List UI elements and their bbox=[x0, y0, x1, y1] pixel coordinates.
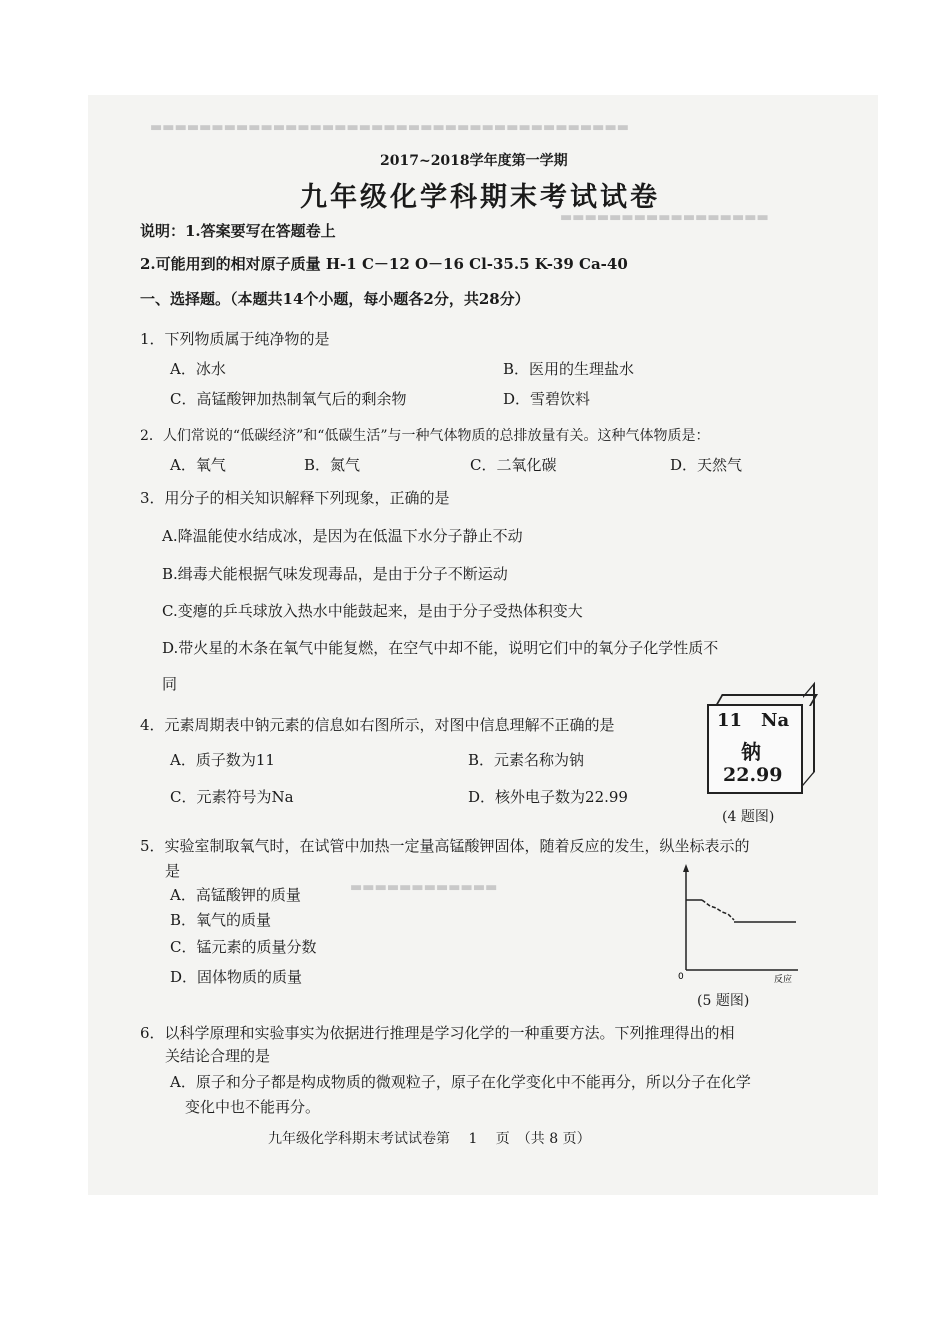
question-6-stem-continued: 关结论合理的是 bbox=[165, 1047, 271, 1065]
figure-5-caption: (5 题图) bbox=[697, 993, 750, 1009]
question-2-option-d: D．天然气 bbox=[670, 456, 743, 474]
question-3-option-d: D.带火星的木条在氧气中能复燃，在空气中却不能，说明它们中的氧分子化学性质不 bbox=[162, 639, 719, 657]
question-2-option-c: C．二氧化碳 bbox=[470, 456, 557, 474]
question-5-option-b: B．氧气的质量 bbox=[170, 911, 272, 929]
question-3-option-b: B.缉毒犬能根据气味发现毒品，是由于分子不断运动 bbox=[162, 565, 508, 583]
question-6-stem: 6．以科学原理和实验事实为依据进行推理是学习化学的一种重要方法。下列推理得出的相 bbox=[140, 1024, 735, 1042]
question-1-option-d: D．雪碧饮料 bbox=[503, 390, 591, 408]
question-3-option-a: A.降温能使水结成冰，是因为在低温下水分子静止不动 bbox=[162, 527, 523, 545]
figure-4-caption: (4 题图) bbox=[722, 809, 775, 825]
question-2-option-b: B．氮气 bbox=[304, 456, 361, 474]
question-1-option-a: A．冰水 bbox=[170, 360, 226, 378]
question-6-option-a: A．原子和分子都是构成物质的微观粒子，原子在化学变化中不能再分，所以分子在化学 bbox=[170, 1073, 751, 1091]
graph-curve-decline bbox=[702, 900, 734, 920]
question-3-option-c: C.变瘪的乒乓球放入热水中能鼓起来，是由于分子受热体积变大 bbox=[162, 602, 583, 620]
question-2-option-a: A．氧气 bbox=[170, 456, 226, 474]
question-4-option-a: A．质子数为11 bbox=[170, 751, 275, 769]
question-5-option-d: D．固体物质的质量 bbox=[170, 968, 303, 986]
figure-5-graph bbox=[670, 862, 810, 986]
question-5-option-c: C．锰元素的质量分数 bbox=[170, 938, 317, 956]
page-title: 九年级化学科期末考试试卷 bbox=[300, 182, 660, 213]
question-3-option-d-continued: 同 bbox=[162, 675, 178, 693]
question-1-option-c: C．高锰酸钾加热制氧气后的剩余物 bbox=[170, 390, 407, 408]
question-5-stem-continued: 是 bbox=[165, 862, 181, 880]
question-1-stem: 1．下列物质属于纯净物的是 bbox=[140, 330, 330, 348]
element-name: 钠 bbox=[741, 740, 761, 764]
atomic-number: 11 bbox=[717, 710, 743, 731]
question-5-stem: 5．实验室制取氧气时，在试管中加热一定量高锰酸钾固体，随着反应的发生，纵坐标表示的 bbox=[140, 837, 750, 855]
question-1-option-b: B．医用的生理盐水 bbox=[503, 360, 635, 378]
page-footer: 九年级化学科期末考试试卷第 1 页 （共 8 页） bbox=[268, 1131, 591, 1147]
bleed-through-mark: ▬▬▬▬▬▬▬▬▬▬▬▬ bbox=[350, 880, 498, 895]
y-axis-arrow bbox=[683, 864, 689, 872]
question-4-option-d: D．核外电子数为22.99 bbox=[468, 788, 628, 806]
graph-x-axis-label: 反应 bbox=[774, 975, 793, 985]
school-year: 2017~2018学年度第一学期 bbox=[380, 153, 568, 169]
question-2-stem: 2．人们常说的“低碳经济”和“低碳生活”与一种气体物质的总排放量有关。这种气体物质是： bbox=[140, 428, 710, 444]
atomic-mass: 22.99 bbox=[723, 764, 783, 786]
question-6-option-a-continued: 变化中也不能再分。 bbox=[185, 1098, 321, 1116]
question-4-option-c: C．元素符号为Na bbox=[170, 788, 294, 806]
bleed-through-mark: ▬▬▬▬▬▬▬▬▬▬▬▬▬▬▬▬▬ bbox=[560, 210, 769, 225]
question-4-option-b: B．元素名称为钠 bbox=[468, 751, 585, 769]
bleed-through-mark: ▬▬▬▬▬▬▬▬▬▬▬▬▬▬▬▬▬▬▬▬▬▬▬▬▬▬▬▬▬▬▬▬▬▬▬▬▬▬▬ bbox=[150, 120, 630, 135]
section-heading: 一、选择题。（本题共14个小题，每小题各2分，共28分） bbox=[140, 290, 530, 308]
instruction-line-1: 说明：1.答案要写在答题卷上 bbox=[140, 222, 336, 240]
sodium-element-card bbox=[707, 704, 803, 794]
question-4-stem: 4．元素周期表中钠元素的信息如右图所示，对图中信息理解不正确的是 bbox=[140, 716, 615, 734]
element-symbol: Na bbox=[761, 710, 790, 731]
question-3-stem: 3．用分子的相关知识解释下列现象，正确的是 bbox=[140, 489, 450, 507]
instruction-line-2: 2.可能用到的相对原子质量 H-1 C－12 O－16 Cl-35.5 K-39 Ca-40 bbox=[140, 255, 628, 273]
graph-origin-label: 0 bbox=[678, 972, 684, 982]
question-5-option-a: A．高锰酸钾的质量 bbox=[170, 886, 301, 904]
